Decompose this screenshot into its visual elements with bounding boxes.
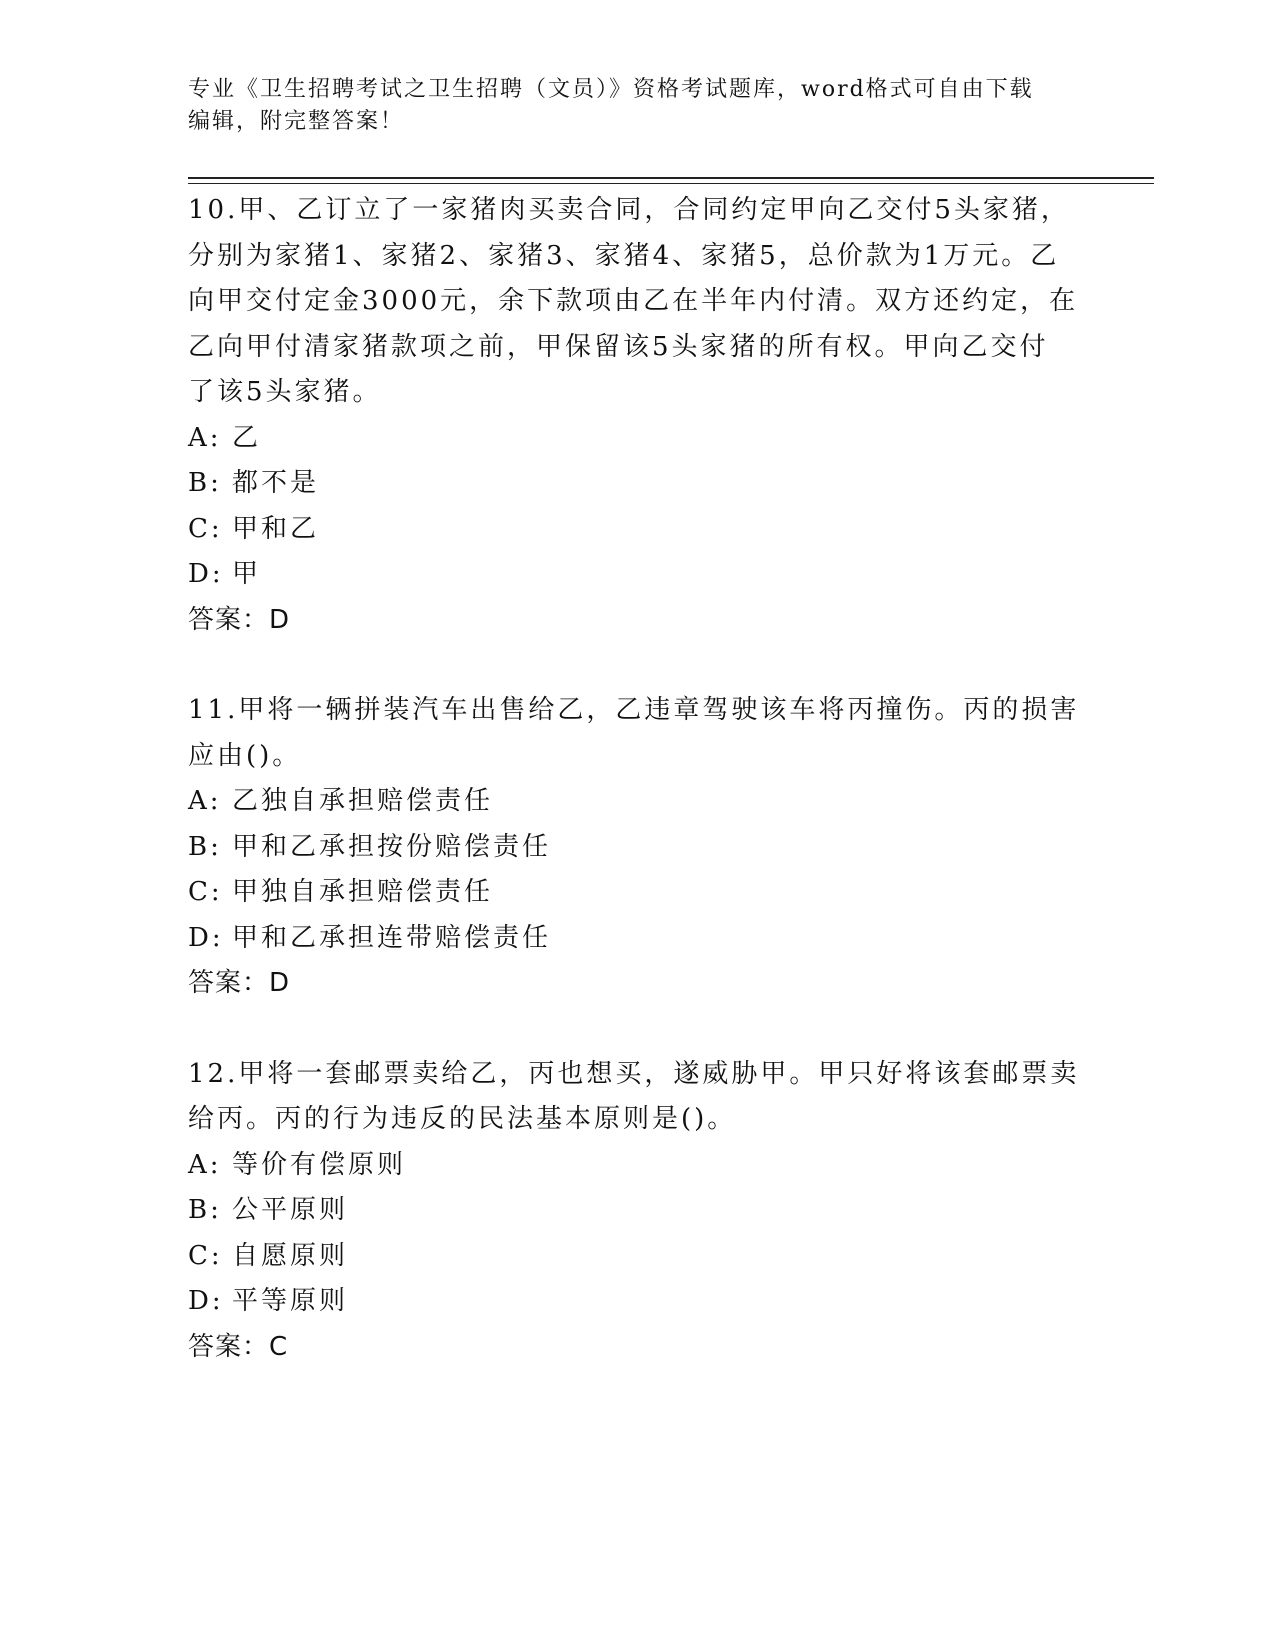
document-header: [188, 74, 1088, 138]
option-b: [188, 825, 1088, 871]
option-text: 公平原则: [232, 1195, 349, 1225]
question-spacer: [188, 643, 1088, 688]
answer-line: 答案：D: [188, 604, 291, 635]
option-d: [188, 1279, 1088, 1325]
option-key: A:: [188, 786, 222, 816]
option-key: A:: [188, 1149, 222, 1180]
question-list: [188, 188, 1088, 1370]
header-title-line-1: 专业《卫生招聘考试之卫生招聘（文员）》资格考试题库，word格式可自由下载: [188, 77, 1034, 102]
option-key: B:: [188, 831, 222, 862]
option-text: 乙: [232, 422, 262, 453]
option-key: B:: [188, 468, 222, 498]
option-text: 自愿原则: [232, 1240, 349, 1271]
option-b: [188, 1188, 1088, 1234]
option-d: [188, 552, 1088, 598]
question-text-line: 10.甲、乙订立了一家猪肉买卖合同，合同约定甲向乙交付5头家猪，: [188, 195, 1070, 225]
option-text: 等价有偿原则: [232, 1149, 407, 1180]
option-text: 甲和乙承担连带赔偿责任: [232, 922, 552, 953]
option-a: [188, 1143, 1088, 1189]
option-c: [188, 870, 1088, 916]
option-key: B:: [188, 1195, 222, 1225]
option-a: [188, 779, 1088, 825]
header-divider-thin: [188, 183, 1154, 184]
option-text: 甲独自承担赔偿责任: [232, 877, 494, 907]
option-text: 甲和乙承担按份赔偿责任: [232, 831, 552, 862]
question-text-line: 分别为家猪1、家猪2、家猪3、家猪4、家猪5，总价款为1万元。乙: [188, 240, 1060, 271]
question-text-line: 12.甲将一套邮票卖给乙，丙也想买，遂威胁甲。甲只好将该套邮票卖: [188, 1058, 1080, 1089]
option-key: D:: [188, 559, 224, 589]
question-text-line: 向甲交付定金3000元，余下款项由乙在半年内付清。双方还约定，在: [188, 286, 1079, 316]
option-text: 甲和乙: [232, 513, 320, 544]
option-key: C:: [188, 1240, 223, 1271]
option-key: C:: [188, 513, 223, 544]
option-key: D:: [188, 922, 224, 953]
header-divider-thick: [188, 177, 1154, 179]
option-a: [188, 416, 1088, 462]
question-text-line: 11.甲将一辆拼装汽车出售给乙，乙违章驾驶该车将丙撞伤。丙的损害: [188, 695, 1080, 725]
answer-line: 答案：C: [188, 1331, 289, 1362]
option-c: [188, 507, 1088, 553]
option-text: 乙独自承担赔偿责任: [232, 786, 494, 816]
question-spacer: [188, 1007, 1088, 1052]
option-d: [188, 916, 1088, 962]
option-text: 甲: [232, 559, 262, 589]
option-key: A:: [188, 422, 222, 453]
question-text-line: 应由()。: [188, 740, 302, 771]
answer-line: 答案：D: [188, 968, 291, 998]
option-text: 都不是: [232, 468, 320, 498]
option-text: 平等原则: [232, 1286, 349, 1316]
question-text-line: 乙向甲付清家猪款项之前，甲保留该5头家猪的所有权。甲向乙交付: [188, 331, 1049, 362]
question-12: [188, 1052, 1088, 1371]
question-text-line: 了该5头家猪。: [188, 377, 382, 407]
option-b: [188, 461, 1088, 507]
question-text-line: 给丙。丙的行为违反的民法基本原则是()。: [188, 1104, 737, 1134]
header-title-line-2: 编辑，附完整答案！: [188, 109, 405, 134]
question-10: [188, 188, 1088, 643]
question-11: [188, 688, 1088, 1007]
option-key: C:: [188, 877, 223, 907]
option-c: [188, 1234, 1088, 1280]
option-key: D:: [188, 1286, 224, 1316]
